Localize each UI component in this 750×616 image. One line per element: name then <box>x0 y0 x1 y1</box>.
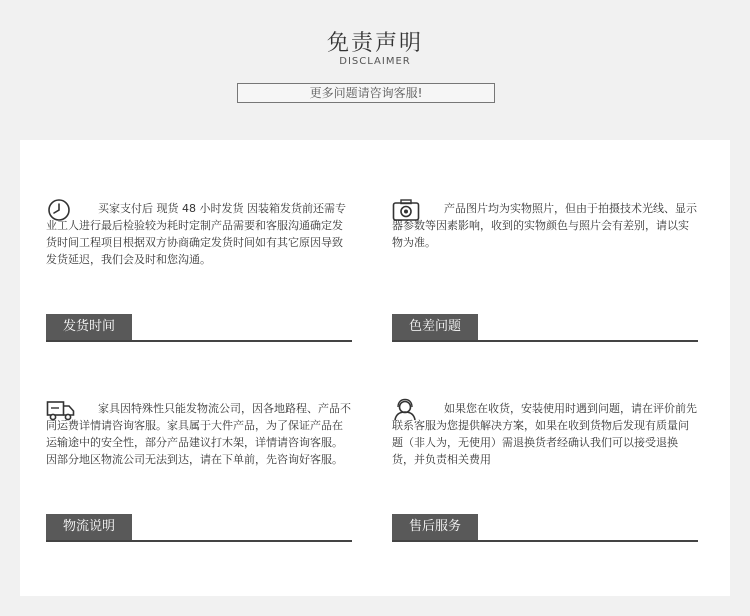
logistics-label: 物流说明 <box>46 514 132 540</box>
shipping-time-label-bar <box>46 314 352 342</box>
page-header <box>0 0 750 120</box>
after-sales-label-bar <box>392 514 698 542</box>
color-difference-label: 色差问题 <box>392 314 478 340</box>
section-logistics <box>46 398 356 544</box>
logistics-text: 家具因特殊性只能发物流公司，因各地路程、产品不同运费详情请咨询客服。家具属于大件产品，为了保证产品在运输途中的安全性，部分产品建议打木架，详情请咨询客服。因部分地区物流公司无法到达，请在下单前，先咨询好客服。 <box>46 402 351 466</box>
shipping-time-text: 买家支付后 现货 48 小时发货 因装箱发货前还需专业工人进行最后检验较为耗时定制产品需要和客服沟通确定发货时间工程项目根据双方协商确定发货时间如有其它原因导致发货延迟，我们会及时和您沟通。 <box>46 202 346 266</box>
page-title: 免责声明 <box>326 31 423 56</box>
section-color-difference <box>392 198 702 344</box>
color-difference-text: 产品图片均为实物照片，但由于拍摄技术光线、显示器参数等因素影响，收到的实物颜色与照片会有差别，请以实物为准。 <box>392 202 697 249</box>
after-sales-text: 如果您在收货，安装使用时遇到问题，请在评价前先联系客服为您提供解决方案，如果在收到货物后发现有质量问题（非人为，无使用）需退换货者经确认我们可以接受退换货，并负责相关费用 <box>392 402 697 466</box>
page-subtitle: DISCLAIMER <box>339 56 411 67</box>
disclaimer-panel <box>20 140 730 596</box>
logistics-label-bar <box>46 514 352 542</box>
shipping-time-label: 发货时间 <box>46 314 132 340</box>
section-after-sales <box>392 398 702 544</box>
section-shipping-time <box>46 198 356 344</box>
color-difference-label-bar <box>392 314 698 342</box>
contact-service-notice: 更多问题请咨询客服! <box>237 83 495 103</box>
after-sales-label: 售后服务 <box>392 514 478 540</box>
